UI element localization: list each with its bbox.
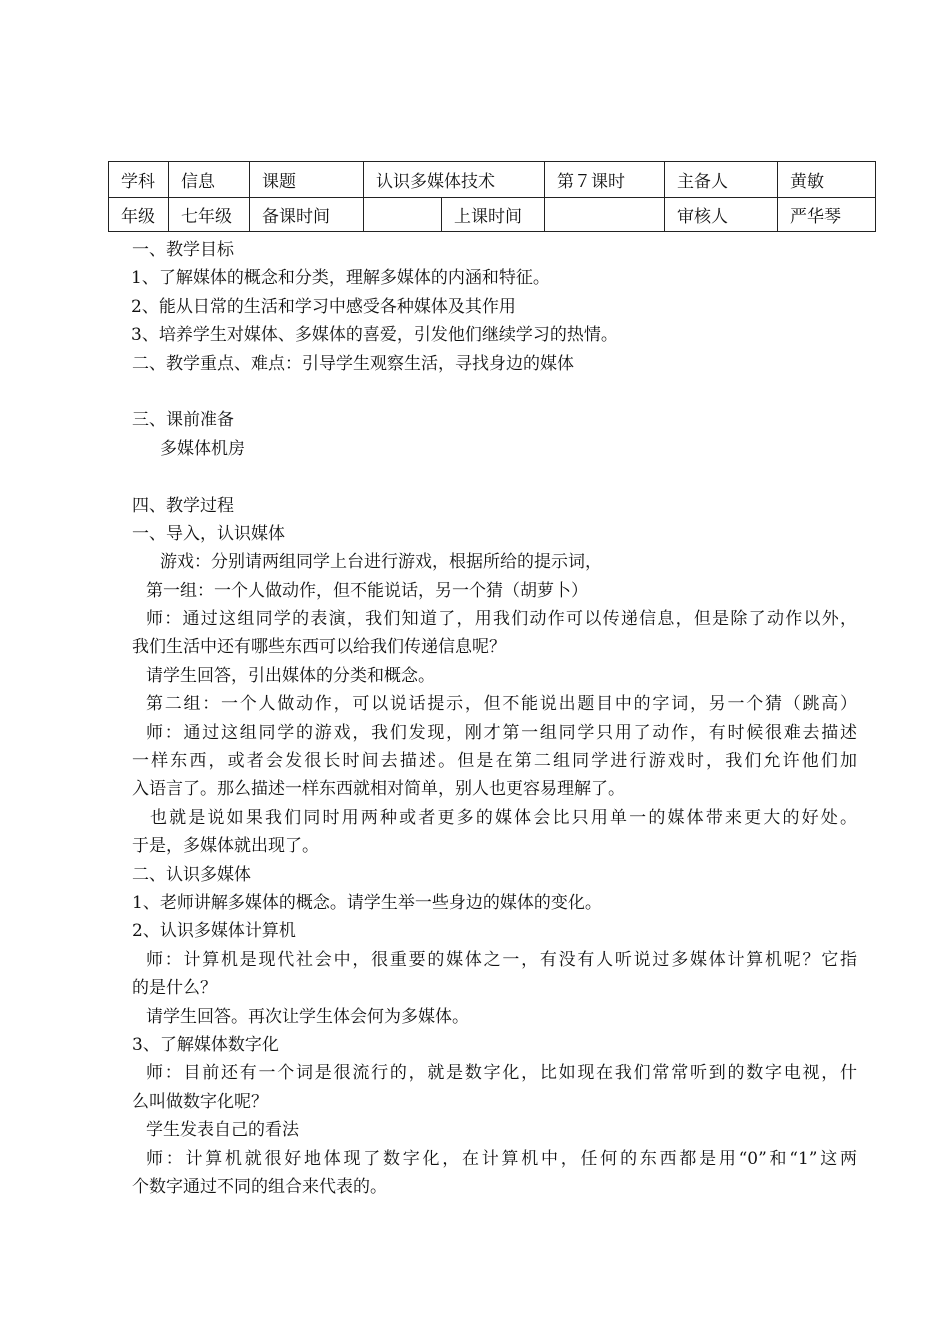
class-time-value bbox=[545, 198, 665, 232]
paragraph-line: 学生发表自己的看法 bbox=[146, 1120, 299, 1141]
section-heading-objectives: 一、教学目标 bbox=[132, 240, 234, 260]
paragraph-line: 于是，多媒体就出现了。 bbox=[132, 836, 319, 857]
table-row bbox=[109, 198, 876, 232]
grade-label: 年级 bbox=[109, 198, 169, 232]
paragraph-line: 我们生活中还有哪些东西可以给我们传递信息呢？ bbox=[132, 637, 506, 658]
paragraph-line: 师：目前还有一个词是很流行的，就是数字化，比如现在我们常常听到的数字电视，什 bbox=[146, 1063, 857, 1084]
grade-value: 七年级 bbox=[169, 198, 250, 232]
subject-label: 学科 bbox=[109, 162, 169, 198]
paragraph-line: 师：通过这组同学的游戏，我们发现，刚才第一组同学只用了动作，有时候很难去描述 bbox=[146, 722, 857, 743]
paragraph-line: 第二组：一个人做动作，可以说话提示，但不能说出题目中的字词，另一个猜（跳高） bbox=[146, 694, 857, 715]
subject-value: 信息 bbox=[169, 162, 250, 198]
section-heading-process: 四、教学过程 bbox=[132, 495, 234, 516]
paragraph-line: 师：计算机就很好地体现了数字化，在计算机中，任何的东西都是用“0”和“1”这两 bbox=[146, 1148, 857, 1169]
paragraph-line: 入语言了。那么描述一样东西就相对简单，别人也更容易理解了。 bbox=[132, 779, 625, 800]
paragraph-line: 的是什么？ bbox=[132, 978, 217, 999]
topic-label: 课题 bbox=[250, 162, 364, 198]
period-value: 第７课时 bbox=[545, 162, 665, 198]
paragraph-line: 么叫做数字化呢？ bbox=[132, 1091, 268, 1112]
paragraph-line: 1、老师讲解多媒体的概念。请学生举一些身边的媒体的变化。 bbox=[132, 892, 602, 913]
paragraph-line: 也就是说如果我们同时用两种或者更多的媒体会比只用单一的媒体带来更大的好处。 bbox=[150, 807, 857, 828]
preparer-label: 主备人 bbox=[665, 162, 778, 198]
objective-item: 3、培养学生对媒体、多媒体的喜爱，引发他们继续学习的热情。 bbox=[131, 325, 618, 346]
paragraph-line: 3、了解媒体数字化 bbox=[132, 1034, 279, 1055]
table-row bbox=[109, 162, 876, 198]
section-heading-preparation: 三、课前准备 bbox=[132, 410, 234, 431]
prep-time-label: 备课时间 bbox=[250, 198, 364, 232]
section-heading-key-points: 二、教学重点、难点：引导学生观察生活，寻找身边的媒体 bbox=[132, 353, 574, 374]
paragraph-line: 第一组：一个人做动作，但不能说话，另一个猜（胡萝卜） bbox=[146, 580, 588, 601]
reviewer-value: 严华琴 bbox=[778, 198, 876, 232]
paragraph-line: 2、认识多媒体计算机 bbox=[132, 921, 296, 942]
paragraph-line: 游戏：分别请两组同学上台进行游戏，根据所给的提示词， bbox=[160, 552, 602, 573]
paragraph-line: 请学生回答。再次让学生体会何为多媒体。 bbox=[146, 1006, 469, 1027]
paragraph-line: 师：通过这组同学的表演，我们知道了，用我们动作可以传递信息，但是除了动作以外， bbox=[146, 609, 857, 630]
reviewer-label: 审核人 bbox=[665, 198, 778, 232]
paragraph-line: 师：计算机是现代社会中，很重要的媒体之一，有没有人听说过多媒体计算机呢？它指 bbox=[146, 949, 857, 970]
paragraph-line: 多媒体机房 bbox=[160, 438, 245, 459]
subsection-heading: 二、认识多媒体 bbox=[132, 864, 251, 885]
paragraph-line: 个数字通过不同的组合来代表的。 bbox=[132, 1176, 387, 1197]
lesson-body bbox=[132, 236, 857, 1201]
objective-item: 2、能从日常的生活和学习中感受各种媒体及其作用 bbox=[131, 296, 516, 317]
preparer-value: 黄敏 bbox=[778, 162, 876, 198]
paragraph-line: 一样东西，或者会发很长时间去描述。但是在第二组同学进行游戏时，我们允许他们加 bbox=[132, 751, 857, 772]
objective-item: 1、了解媒体的概念和分类，理解多媒体的内涵和特征。 bbox=[131, 268, 550, 289]
topic-value: 认识多媒体技术 bbox=[364, 162, 545, 198]
subsection-heading: 一、导入，认识媒体 bbox=[132, 523, 285, 544]
paragraph-line: 请学生回答，引出媒体的分类和概念。 bbox=[146, 665, 435, 686]
prep-time-value bbox=[364, 198, 442, 232]
class-time-label: 上课时间 bbox=[442, 198, 545, 232]
lesson-info-table bbox=[108, 161, 876, 232]
